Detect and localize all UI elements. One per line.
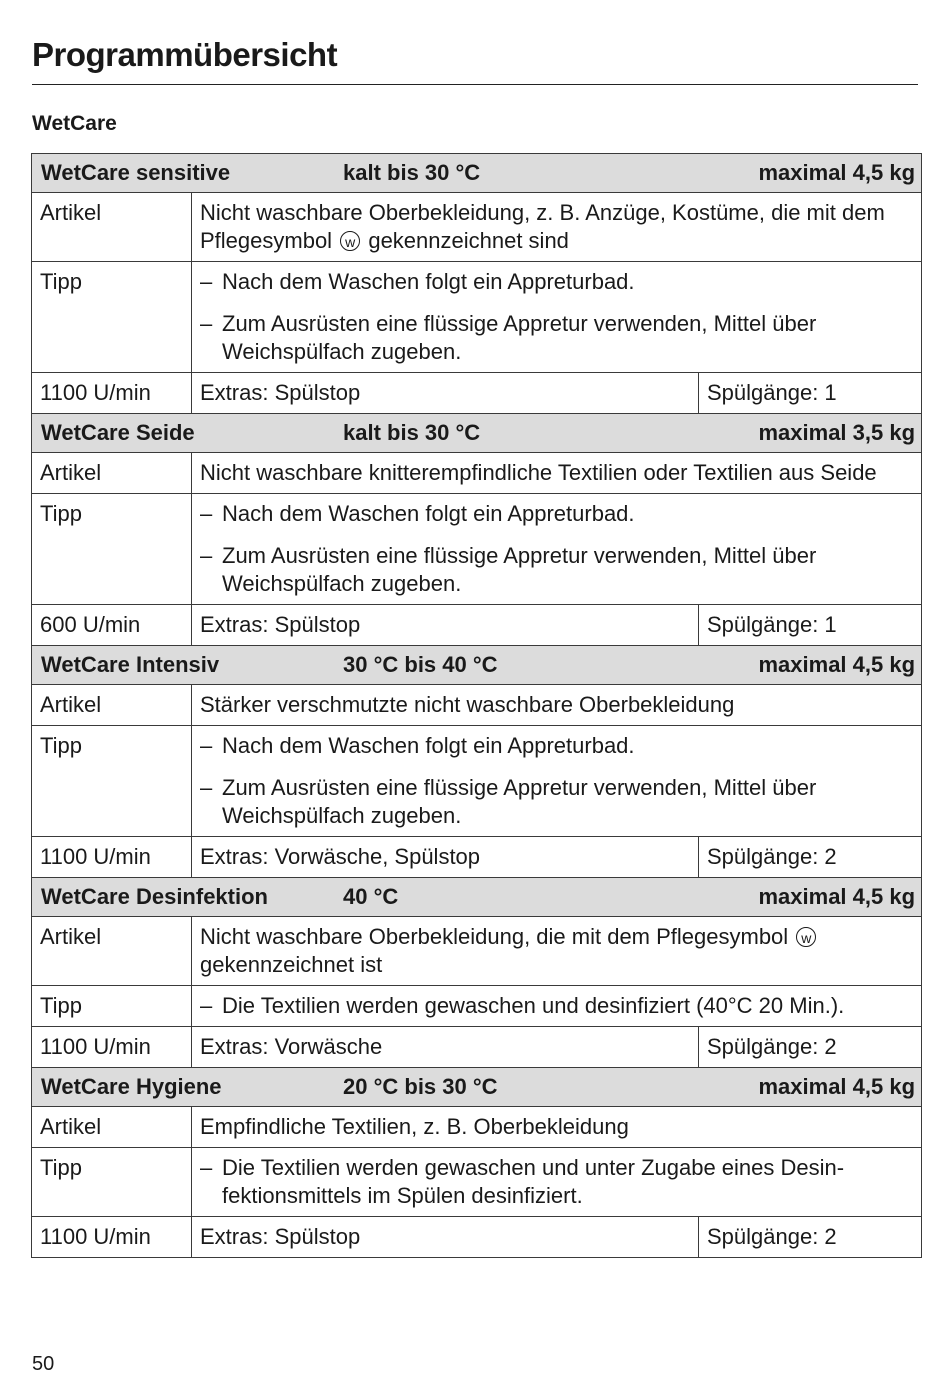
dash-bullet-icon: – [200, 1155, 213, 1180]
tipp-label: Tipp [32, 494, 192, 605]
program-header-row [32, 878, 922, 917]
settings-row [32, 837, 922, 878]
artikel-row [32, 1107, 922, 1148]
dash-bullet-icon: – [200, 269, 213, 294]
page-title: Programmübersicht [32, 36, 338, 73]
tipp-row [32, 494, 922, 605]
tipp-label: Tipp [32, 262, 192, 373]
artikel-value [192, 193, 922, 262]
tipp-value [192, 494, 922, 605]
extras: Extras: Vorwäsche, Spülstop [192, 837, 699, 878]
program-header-cell [32, 878, 922, 917]
artikel-row [32, 193, 922, 262]
spin-speed: 1100 U/min [32, 1217, 192, 1258]
program-header-cell [32, 414, 922, 453]
program-name: WetCare Intensiv [41, 652, 220, 677]
spin-speed: 1100 U/min [32, 837, 192, 878]
tip-text: Zum Ausrüsten eine flüssige Appretur verwenden, Mittel über Weichspülfach zugeben. [222, 311, 817, 364]
settings-row [32, 605, 922, 646]
tip-text: Nach dem Waschen folgt ein Appreturbad. [222, 501, 635, 526]
spin-speed: 600 U/min [32, 605, 192, 646]
tipp-row [32, 262, 922, 373]
dash-bullet-icon: – [200, 501, 213, 526]
tip-item [200, 732, 913, 760]
program-header-row [32, 154, 922, 193]
tip-item [200, 500, 913, 528]
tip-item [200, 268, 913, 296]
program-header-row [32, 646, 922, 685]
tipp-label: Tipp [32, 726, 192, 837]
program-header [41, 1073, 915, 1101]
program-header [41, 419, 915, 447]
artikel-row [32, 453, 922, 494]
tipp-value [192, 1148, 922, 1217]
spin-speed: 1100 U/min [32, 1027, 192, 1068]
program-temperature: 40 °C [343, 884, 399, 909]
settings-row [32, 373, 922, 414]
tipp-value [192, 986, 922, 1027]
artikel-label: Artikel [32, 193, 192, 262]
artikel-value [192, 453, 922, 494]
tip-text: Die Textilien werden gewaschen und unter Zugabe eines Desin- fektionsmittels im Spülen desinfiziert. [222, 1155, 845, 1208]
tip-item [200, 992, 913, 1020]
tip-item [200, 310, 913, 366]
tip-text: Zum Ausrüsten eine flüssige Appretur verwenden, Mittel über Weichspülfach zugeben. [222, 543, 817, 596]
program-header-cell [32, 646, 922, 685]
program-temperature: kalt bis 30 °C [343, 160, 481, 185]
tip-item [200, 774, 913, 830]
artikel-text: Empfindliche Textilien, z. B. Oberbekleidung [200, 1114, 629, 1139]
tip-text: Nach dem Waschen folgt ein Appreturbad. [222, 269, 635, 294]
tip-text: Die Textilien werden gewaschen und desinfiziert (40°C 20 Min.). [222, 993, 845, 1018]
care-symbol-w-icon: w [796, 927, 816, 947]
tipp-label: Tipp [32, 1148, 192, 1217]
artikel-label: Artikel [32, 685, 192, 726]
tip-text: Nach dem Waschen folgt ein Appreturbad. [222, 733, 635, 758]
program-max-load: maximal 4,5 kg [758, 884, 916, 909]
tip-text: Zum Ausrüsten eine flüssige Appretur verwenden, Mittel über Weichspülfach zugeben. [222, 775, 817, 828]
program-header-cell [32, 1068, 922, 1107]
dash-bullet-icon: – [200, 775, 213, 800]
program-header [41, 159, 915, 187]
dash-bullet-icon: – [200, 993, 213, 1018]
artikel-text-after: gekennzeichnet sind [368, 228, 569, 253]
dash-bullet-icon: – [200, 311, 213, 336]
care-symbol-w-icon: w [340, 231, 360, 251]
extras: Extras: Vorwäsche [192, 1027, 699, 1068]
program-name: WetCare sensitive [41, 160, 231, 185]
program-temperature: kalt bis 30 °C [343, 420, 481, 445]
settings-row [32, 1027, 922, 1068]
program-name: WetCare Hygiene [41, 1074, 222, 1099]
rinse-count: Spülgänge: 2 [699, 1217, 922, 1258]
tipp-row [32, 726, 922, 837]
section-title: WetCare [32, 112, 117, 135]
extras: Extras: Spülstop [192, 373, 699, 414]
extras: Extras: Spülstop [192, 1217, 699, 1258]
program-name: WetCare Seide [41, 420, 195, 445]
artikel-label: Artikel [32, 453, 192, 494]
artikel-value [192, 1107, 922, 1148]
program-name: WetCare Desinfektion [41, 884, 268, 909]
settings-row [32, 1217, 922, 1258]
dash-bullet-icon: – [200, 733, 213, 758]
artikel-label: Artikel [32, 1107, 192, 1148]
tipp-row [32, 986, 922, 1027]
rinse-count: Spülgänge: 2 [699, 1027, 922, 1068]
program-temperature: 20 °C bis 30 °C [343, 1074, 498, 1099]
rinse-count: Spülgänge: 1 [699, 605, 922, 646]
tip-item [200, 1154, 913, 1210]
artikel-text: Nicht waschbare Oberbekleidung, die mit dem Pflegesymbol [200, 924, 789, 949]
tipp-label: Tipp [32, 986, 192, 1027]
extras: Extras: Spülstop [192, 605, 699, 646]
program-max-load: maximal 4,5 kg [758, 160, 916, 185]
rinse-count: Spülgänge: 1 [699, 373, 922, 414]
page-number: 50 [32, 1353, 55, 1375]
artikel-row [32, 685, 922, 726]
program-header-cell [32, 154, 922, 193]
tipp-row [32, 1148, 922, 1217]
artikel-text: Nicht waschbare knitterempfindliche Textilien oder Textilien aus Seide [200, 460, 877, 485]
artikel-value [192, 917, 922, 986]
program-temperature: 30 °C bis 40 °C [343, 652, 498, 677]
dash-bullet-icon: – [200, 543, 213, 568]
program-max-load: maximal 4,5 kg [758, 1074, 916, 1099]
program-header-row [32, 1068, 922, 1107]
program-table-body [32, 154, 922, 1258]
tip-item [200, 542, 913, 598]
artikel-label: Artikel [32, 917, 192, 986]
tipp-value [192, 262, 922, 373]
artikel-value [192, 685, 922, 726]
program-header [41, 883, 915, 911]
artikel-text-after: gekennzeichnet ist [200, 952, 383, 977]
program-max-load: maximal 4,5 kg [758, 652, 916, 677]
program-header [41, 651, 915, 679]
program-max-load: maximal 3,5 kg [758, 420, 916, 445]
artikel-row [32, 917, 922, 986]
artikel-text: Nicht waschbare Oberbekleidung, z. B. Anzüge, Kostüme, die mit dem Pflegesymbol [200, 200, 885, 253]
spin-speed: 1100 U/min [32, 373, 192, 414]
tipp-value [192, 726, 922, 837]
artikel-text: Stärker verschmutzte nicht waschbare Oberbekleidung [200, 692, 735, 717]
program-table [31, 153, 922, 1258]
program-header-row [32, 414, 922, 453]
rinse-count: Spülgänge: 2 [699, 837, 922, 878]
title-divider [32, 84, 918, 85]
